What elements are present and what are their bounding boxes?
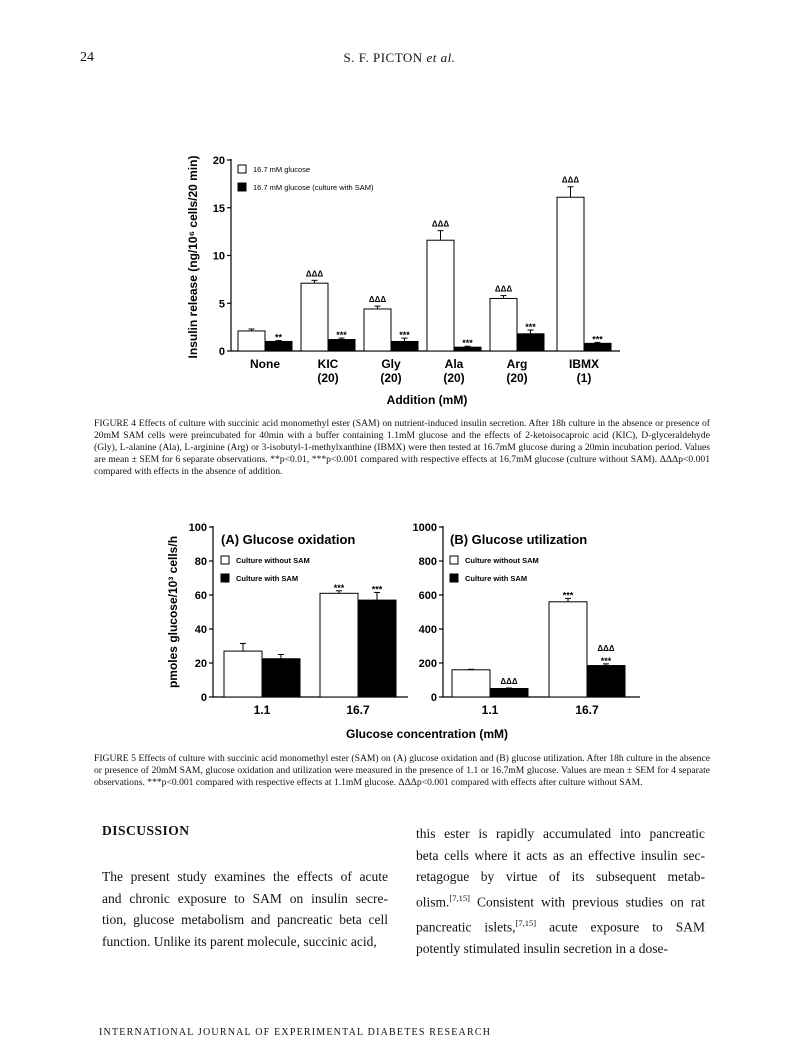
category-label: None bbox=[250, 357, 280, 371]
figure-5-caption: FIGURE 5 Effects of culture with succinic acid monomethyl ester (SAM) on (A) glucose oxidation and (B) glucose utilization. After 18h culture in the absence or presence of 20mM SAM, glucose oxidation and utilization were measured in the presence of 1.1 or 16.7mM glucose. Values are mean ± SEM for 4 separate observations. ***p<0.001 compared with respective effects at 1.1mM glucose. ΔΔΔp<0.001 compared with effects after culture without SAM. bbox=[94, 753, 710, 788]
category-label: 1.1 bbox=[253, 703, 271, 717]
y-tick-label: 60 bbox=[194, 590, 207, 602]
text-line: The present study examines the effects of acute bbox=[102, 869, 388, 884]
significance-label: ** bbox=[274, 332, 283, 343]
y-tick-label: 0 bbox=[200, 692, 207, 704]
discussion-right-column bbox=[416, 823, 705, 959]
legend-label: Culture with SAM bbox=[465, 574, 528, 583]
y-tick-label: 0 bbox=[218, 346, 225, 358]
significance-label: *** bbox=[592, 334, 603, 345]
bar bbox=[391, 341, 418, 351]
significance-label: ΔΔΔ bbox=[368, 295, 387, 305]
significance-label: *** bbox=[600, 655, 612, 666]
legend-swatch bbox=[238, 183, 246, 191]
y-axis-label: Insulin release (ng/10⁶ cells/20 min) bbox=[186, 155, 200, 359]
bar bbox=[364, 309, 391, 351]
legend-label: Culture without SAM bbox=[236, 556, 310, 565]
page-number: 24 bbox=[80, 50, 94, 65]
text-line: function. Unlike its parent molecule, succinic acid, bbox=[102, 933, 377, 949]
significance-label: ΔΔΔ bbox=[597, 643, 615, 653]
y-tick-label: 0 bbox=[430, 692, 437, 704]
legend-label: Culture without SAM bbox=[465, 556, 539, 565]
bar bbox=[557, 197, 584, 351]
bar bbox=[238, 331, 265, 351]
y-tick-label: 200 bbox=[418, 658, 437, 670]
significance-label: *** bbox=[336, 330, 347, 341]
y-tick-label: 15 bbox=[212, 202, 225, 215]
category-label: IBMX (1) bbox=[569, 357, 599, 385]
text-line: and chronic exposure to SAM on insulin secre- bbox=[102, 890, 388, 906]
bar bbox=[584, 343, 611, 351]
text-line: olism.[7,15] Consistent with previous studies on rat bbox=[416, 892, 705, 909]
text-line: potently stimulated insulin secretion in a dose- bbox=[416, 940, 668, 956]
y-tick-label: 600 bbox=[418, 590, 437, 602]
bar bbox=[517, 334, 544, 351]
significance-label: *** bbox=[525, 321, 536, 332]
y-tick-label: 100 bbox=[188, 522, 207, 534]
category-label: 16.7 bbox=[346, 703, 370, 717]
y-tick-label: 5 bbox=[218, 298, 225, 311]
running-head-etal: et al. bbox=[426, 50, 456, 65]
significance-label: *** bbox=[562, 590, 574, 601]
figure-4-caption: FIGURE 4 Effects of culture with succinic acid monomethyl ester (SAM) on nutrient-induced insulin secretion. After 18h culture in the absence or presence of 20mM SAM cells were preincubated for 40min with a buffer containing 1.1mM glucose and the effects of 2-ketoisocaproic acid (KIC), D-glyceraldehyde (Gly), L-alanine (Ala), L-arginine (Arg) or 3-isobutyl-1-methylxanthine (IBMX) were then tested at 16.7mM glucose during a 20min incubation period. Values are mean ± SEM for 6 separate observations. **p<0.01, ***p<0.001 compared with respective effects at 16.7mM glucose (culture without SAM). ΔΔΔp<0.001 compared with effects in the absence of addition. bbox=[94, 418, 710, 477]
significance-label: ΔΔΔ bbox=[305, 269, 324, 279]
panel-title: (B) Glucose utilization bbox=[450, 532, 588, 547]
y-tick-label: 20 bbox=[194, 658, 207, 670]
y-tick-label: 1000 bbox=[412, 522, 437, 534]
category-label: Ala (20) bbox=[443, 357, 465, 385]
significance-label: ΔΔΔ bbox=[494, 284, 513, 294]
y-tick-label: 20 bbox=[212, 155, 225, 167]
text-line: pancreatic islets,[7,15] acute exposure to SAM bbox=[416, 917, 705, 934]
text-line: this ester is rapidly accumulated into pancreatic bbox=[416, 826, 705, 841]
panel-title: (A) Glucose oxidation bbox=[221, 532, 356, 547]
category-label: KIC (20) bbox=[317, 357, 339, 385]
bar bbox=[490, 298, 517, 351]
discussion-heading: DISCUSSION bbox=[102, 823, 190, 838]
journal-footer: INTERNATIONAL JOURNAL OF EXPERIMENTAL DIABETES RESEARCH bbox=[99, 1027, 492, 1038]
legend-label: 16.7 mM glucose bbox=[253, 165, 311, 174]
significance-label: *** bbox=[371, 584, 383, 595]
x-axis-label: Glucose concentration (mM) bbox=[345, 727, 509, 741]
significance-label: *** bbox=[399, 330, 410, 341]
category-label: 1.1 bbox=[481, 703, 499, 717]
legend-label: 16.7 mM glucose (culture with SAM) bbox=[253, 183, 374, 192]
category-label: 16.7 bbox=[575, 703, 599, 717]
legend-swatch bbox=[238, 165, 246, 173]
significance-label: ΔΔΔ bbox=[431, 219, 450, 229]
y-tick-label: 400 bbox=[418, 624, 437, 636]
significance-label: ΔΔΔ bbox=[500, 676, 518, 686]
significance-label: ΔΔΔ bbox=[561, 175, 580, 185]
y-axis-label: pmoles glucose/10³ cells/h bbox=[166, 535, 180, 689]
running-head-authors: S. F. PICTON bbox=[343, 50, 423, 65]
discussion-left-column bbox=[102, 866, 388, 952]
y-tick-label: 800 bbox=[418, 556, 437, 568]
bar bbox=[328, 340, 355, 351]
x-axis-label: Addition (mM) bbox=[386, 393, 468, 407]
significance-label: *** bbox=[333, 582, 345, 593]
bar bbox=[265, 341, 292, 351]
significance-label: *** bbox=[462, 338, 473, 349]
category-label: Arg (20) bbox=[506, 357, 528, 385]
legend-label: Culture with SAM bbox=[236, 574, 299, 583]
y-tick-label: 80 bbox=[194, 556, 207, 568]
y-tick-label: 40 bbox=[194, 624, 207, 636]
text-line: tion, glucose metabolism and pancreatic beta cell bbox=[102, 912, 388, 927]
category-label: Gly (20) bbox=[380, 357, 402, 385]
text-line: beta cells where it acts as an effective insulin sec- bbox=[416, 847, 705, 863]
bar bbox=[301, 283, 328, 351]
bar bbox=[427, 240, 454, 351]
text-line: retagogue by virtue of its subsequent metab- bbox=[416, 869, 705, 884]
y-tick-label: 10 bbox=[212, 250, 225, 263]
